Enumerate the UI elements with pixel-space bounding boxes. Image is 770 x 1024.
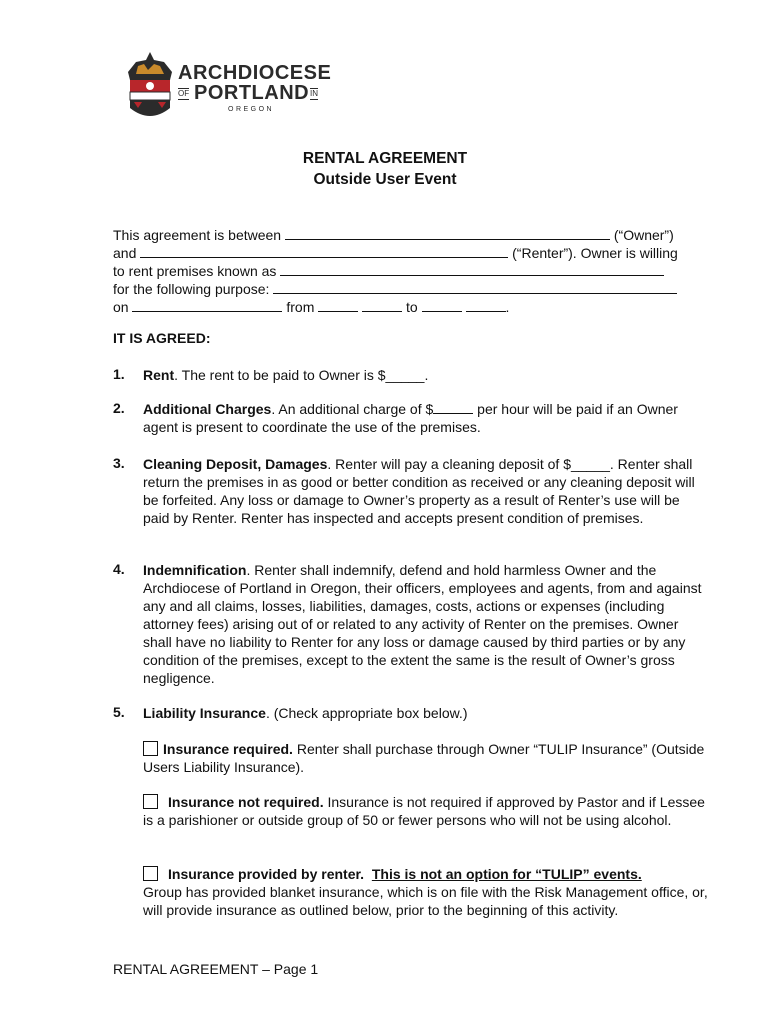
document-subtitle: Outside User Event: [313, 171, 457, 188]
option-3-tulip-note: This is not an option for “TULIP” events.: [371, 866, 642, 882]
intro-between-label: This agreement is between: [113, 227, 282, 243]
item-3-heading: Cleaning Deposit, Damages: [143, 456, 328, 472]
item-1-number: 1.: [113, 366, 125, 382]
intro-line-date: [113, 298, 509, 316]
to-ampm-field[interactable]: [466, 298, 506, 312]
to-time-field[interactable]: [422, 298, 462, 312]
item-5-heading: Liability Insurance: [143, 705, 266, 721]
insurance-not-required-checkbox[interactable]: [143, 794, 158, 809]
item-2-number: 2.: [113, 400, 125, 416]
option-insurance-required: [143, 740, 708, 776]
logo-archdiocese-text: ARCHDIOCESE: [178, 62, 332, 84]
item-4-number: 4.: [113, 561, 125, 577]
from-ampm-field[interactable]: [362, 298, 402, 312]
archdiocese-logo: [124, 50, 334, 125]
insurance-required-checkbox[interactable]: [143, 741, 158, 756]
item-2-heading: Additional Charges: [143, 401, 272, 417]
logo-in-text: IN: [310, 89, 318, 98]
purpose-label: for the following purpose:: [113, 281, 270, 297]
item-5-number: 5.: [113, 704, 125, 720]
it-is-agreed-heading: IT IS AGREED:: [113, 330, 211, 346]
option-3-heading: Insurance provided by renter.: [168, 866, 365, 882]
item-2-text-a: . An additional charge of $: [271, 401, 434, 417]
item-2-text-b: per hour will be paid if an Owner agent is present to coordinate the use of the premises.: [143, 401, 678, 435]
date-line-period: .: [505, 299, 510, 315]
item-3-number: 3.: [113, 455, 125, 471]
purpose-field[interactable]: [273, 280, 677, 294]
item-1-rent: [143, 366, 708, 384]
item-3-cleaning-deposit: [143, 455, 708, 527]
item-3-text: . Renter will pay a cleaning deposit of $_____. Renter shall return the premises in as good or better condition as received or any cleaning deposit will be forfeited. Any loss or damage to Owner’s property as a result of Renter’s use will be paid by Renter. Renter has inspected and accepts present condition of premises.: [143, 456, 695, 526]
option-insurance-provided-by-renter: [143, 865, 708, 919]
intro-line-premises: [113, 262, 664, 280]
on-label: on: [113, 299, 129, 315]
renter-name-field[interactable]: [140, 244, 508, 258]
item-4-text: . Renter shall indemnify, defend and hold harmless Owner and the Archdiocese of Portland in Oregon, their officers, employees and agents, from and against any and all claims, losses, liabilities, damages, costs, actions or expenses (including attorney fees) arising out of or related to any activity of Renter on the premises. Owner shall have no liability to Renter for any loss or damage caused by third parties or by any condition of the premises, except to the extent the same is the result of Owner’s gross negligence.: [143, 562, 702, 686]
item-1-text: . The rent to be paid to Owner is $_____.: [174, 367, 429, 383]
premises-field[interactable]: [280, 262, 664, 276]
option-1-text: Renter shall purchase through Owner “TULIP Insurance” (Outside Users Liability Insurance).: [143, 741, 705, 775]
item-4-indemnification: [143, 561, 708, 687]
owner-label: (“Owner”): [613, 227, 674, 243]
logo-portland-text: PORTLAND: [194, 82, 310, 104]
intro-and-label: and: [113, 245, 137, 261]
intro-line-renter: [113, 244, 678, 262]
intro-line-purpose: [113, 280, 677, 298]
from-label: from: [286, 299, 315, 315]
document-title: RENTAL AGREEMENT: [302, 150, 468, 167]
insurance-provided-checkbox[interactable]: [143, 866, 158, 881]
cathedral-emblem-icon: [124, 50, 176, 125]
option-2-text: Insurance is not required if approved by Pastor and if Lessee is a parishioner or outside group of 50 or fewer persons who will not be using alcohol.: [143, 794, 705, 828]
date-field[interactable]: [132, 298, 282, 312]
option-1-heading: Insurance required.: [163, 741, 293, 757]
item-1-heading: Rent: [143, 367, 175, 383]
page-footer: RENTAL AGREEMENT – Page 1: [113, 961, 319, 977]
to-label: to: [406, 299, 418, 315]
item-5-text: . (Check appropriate box below.): [265, 705, 468, 721]
item-2-additional-charges: [143, 400, 708, 436]
additional-charge-field[interactable]: [433, 400, 473, 414]
option-insurance-not-required: [143, 793, 708, 829]
logo-oregon-text: OREGON: [228, 106, 275, 113]
owner-name-field[interactable]: [285, 226, 610, 240]
intro-line-owner: [113, 226, 674, 244]
premises-label: to rent premises known as: [113, 263, 277, 279]
item-5-liability-insurance: [143, 704, 708, 722]
option-2-heading: Insurance not required.: [168, 794, 324, 810]
renter-label: (“Renter”). Owner is willing: [512, 245, 678, 261]
logo-of-text: OF: [178, 89, 190, 98]
item-4-heading: Indemnification: [143, 562, 247, 578]
from-time-field[interactable]: [318, 298, 358, 312]
option-3-text: Group has provided blanket insurance, which is on file with the Risk Management office, or, will provide insurance as outlined below, prior to the beginning of this activity.: [143, 884, 708, 918]
